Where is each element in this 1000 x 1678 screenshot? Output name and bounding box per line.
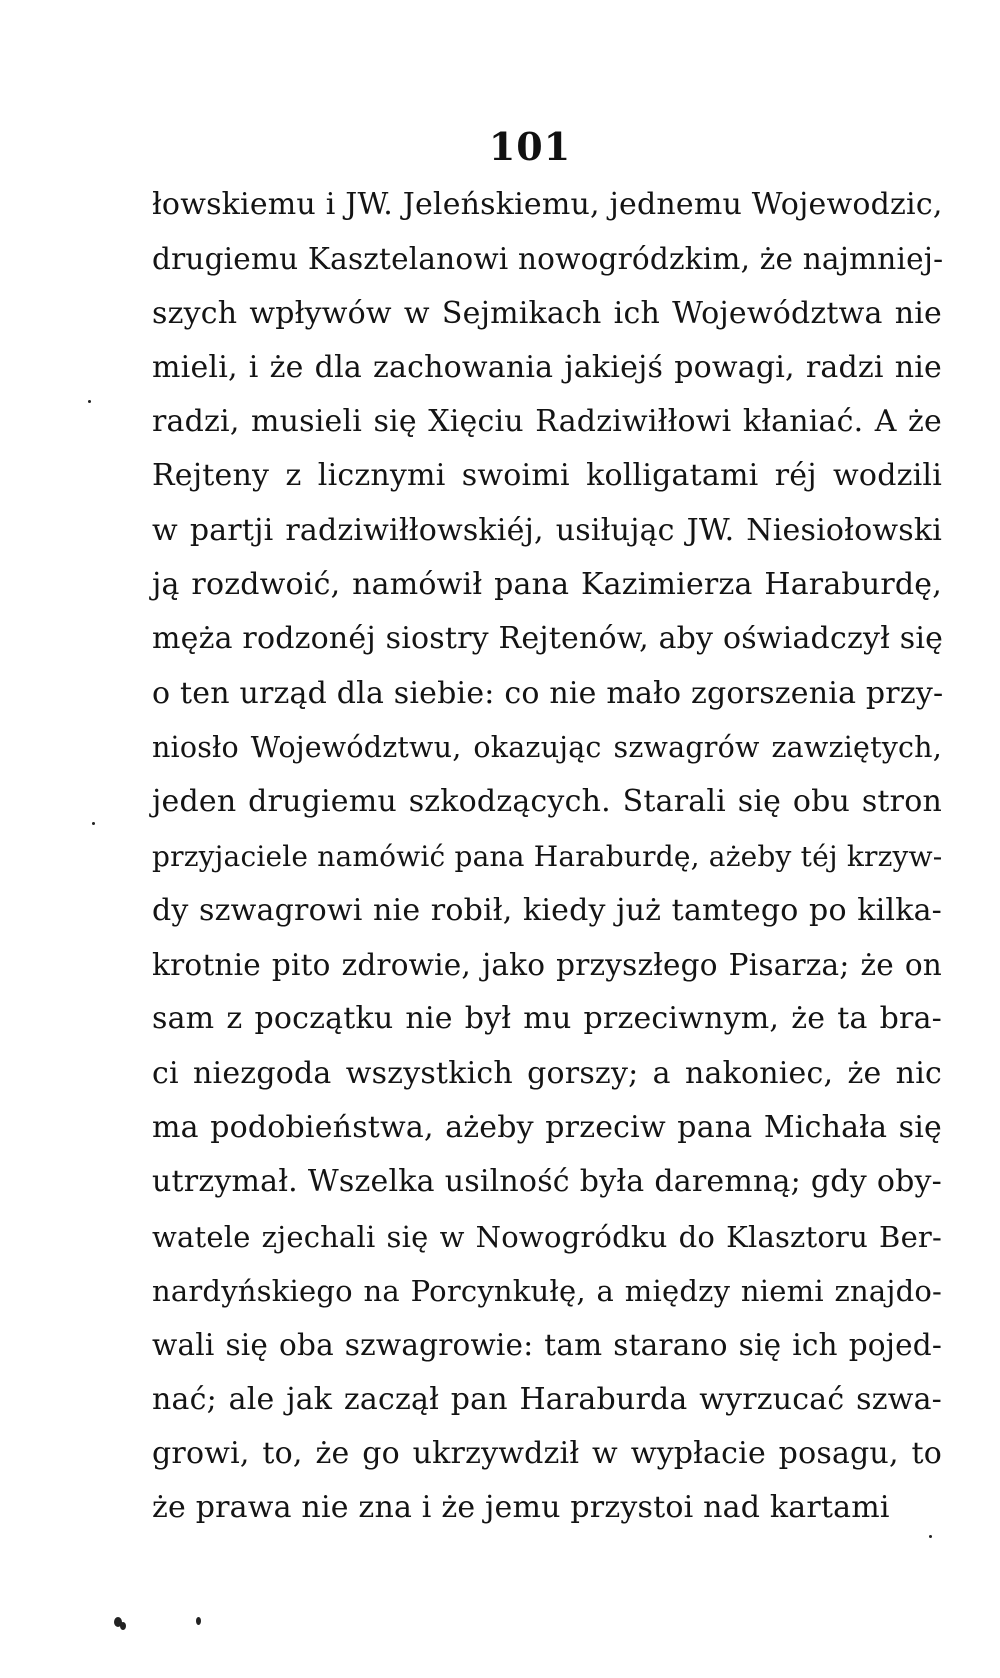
scan-speck (92, 822, 95, 825)
text-line: radzi, musieli się Xięciu Radziwiłłowi kłaniać. A że (152, 404, 942, 440)
scan-speck (88, 400, 91, 403)
text-line: w partji radziwiłłowskiéj, usiłując JW. Niesiołowski (152, 512, 942, 548)
text-line: ci niezgoda wszystkich gorszy; a nakoniec, że nic (152, 1055, 942, 1091)
text-line: łowskiemu i JW. Jeleńskiemu, jednemu Wojewodzic, (152, 187, 943, 222)
page-number: 101 (488, 124, 572, 169)
text-line: że prawa nie zna i że jemu przystoi nad kartami (152, 1490, 890, 1526)
body-text (152, 178, 942, 1535)
scan-speck (196, 1617, 201, 1625)
text-line: nardyńskiego na Porcynkułę, a między niemi znajdo- (152, 1273, 942, 1308)
text-line: mieli, i że dla zachowania jakiejś powagi, radzi nie (152, 349, 942, 385)
text-line: drugiemu Kasztelanowi nowogródzkim, że najmniej- (152, 242, 944, 277)
text-line: przyjaciele namówić pana Haraburdę, ażeby téj krzyw- (152, 839, 943, 873)
text-line: nać; ale jak zaczął pan Haraburda wyrzucać szwa- (152, 1381, 942, 1417)
text-line: sam z początku nie był mu przeciwnym, że ta bra- (152, 1001, 942, 1037)
text-line: utrzymał. Wszelka usilność była daremną; gdy oby- (152, 1164, 942, 1200)
text-line: ma podobieństwa, ażeby przeciw pana Michała się (152, 1110, 942, 1146)
text-line: szych wpływów w Sejmikach ich Województwa nie (152, 295, 942, 331)
text-line: krotnie pito zdrowie, jako przyszłego Pisarza; że on (152, 948, 942, 983)
scan-speck (120, 1622, 126, 1630)
text-line: growi, to, że go ukrzywdził w wypłacie posagu, to (152, 1435, 942, 1471)
text-line: dy szwagrowi nie robił, kiedy już tamtego po kilka- (152, 892, 942, 928)
text-line: męża rodzonéj siostry Rejtenów, aby oświadczył się (152, 621, 944, 657)
text-line: Rejteny z licznymi swoimi kolligatami réj wodzili (152, 458, 942, 494)
scan-speck (929, 1535, 932, 1538)
text-line: ją rozdwoić, namówił pana Kazimierza Haraburdę, (152, 567, 942, 603)
text-line: niosło Województwu, okazując szwagrów zawziętych, (152, 730, 942, 764)
text-line: wali się oba szwagrowie: tam starano się ich pojed- (152, 1328, 942, 1363)
text-line: o ten urząd dla siebie: co nie mało zgorszenia przy- (152, 675, 944, 711)
text-line: jeden drugiemu szkodzących. Starali się obu stron (152, 784, 942, 820)
text-line: watele zjechali się w Nowogródku do Klasztoru Ber- (152, 1219, 942, 1254)
